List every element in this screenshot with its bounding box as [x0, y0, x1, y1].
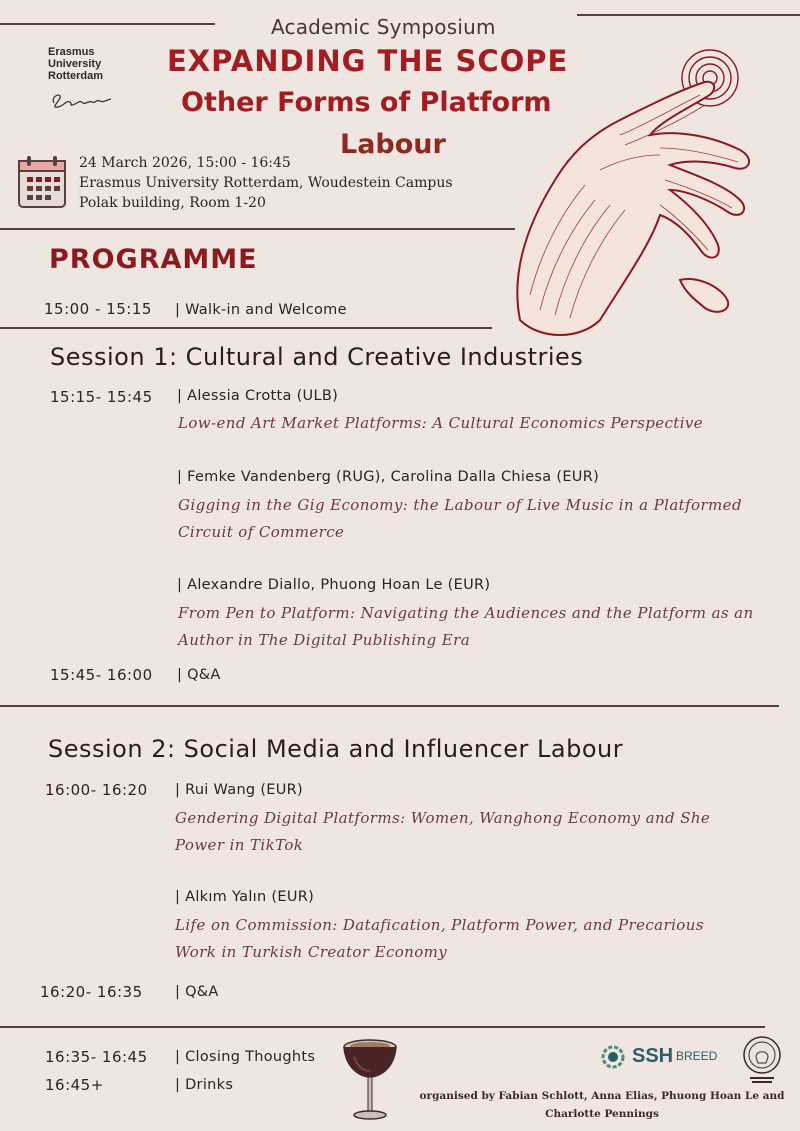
s1-talk3-title	[178, 600, 754, 654]
session-2-time: 16:00- 16:20	[45, 781, 148, 799]
university-logo	[48, 46, 103, 82]
title-line-2: Other Forms of Platform	[181, 87, 552, 118]
title-line-1: EXPANDING THE SCOPE	[167, 44, 569, 78]
ssh-breed-logo	[598, 1041, 733, 1075]
welcome-label: | Walk-in and Welcome	[175, 302, 347, 318]
s2-talk2-title-line2: Work in Turkish Creator Economy	[175, 943, 448, 961]
s1-talk1-title-line1: Low-end Art Market Platforms: A Cultural Economics Perspective	[178, 414, 704, 432]
drinks-label: | Drinks	[175, 1077, 234, 1093]
programme-heading: PROGRAMME	[49, 244, 258, 275]
gear-icon	[598, 1042, 628, 1072]
event-info	[79, 153, 453, 213]
cocktail-glass-icon	[340, 1035, 400, 1125]
divider-welcome	[0, 327, 492, 329]
ssh-logo-suffix: BREED	[676, 1049, 718, 1063]
calendar-icon	[17, 155, 67, 210]
s1-talk2-title-line1: Gigging in the Gig Economy: the Labour of Live Music in a Platformed	[178, 496, 742, 514]
s2-talk2-title	[175, 912, 704, 966]
ssh-logo-text: SSH	[632, 1045, 674, 1067]
erasmus-signature	[48, 88, 118, 112]
closing-time: 16:35- 16:45	[45, 1048, 148, 1066]
session-1-qa-time: 15:45- 16:00	[50, 666, 153, 684]
session-2-title: Session 2: Social Media and Influencer Labour	[48, 735, 624, 763]
event-subtitle: Academic Symposium	[271, 15, 496, 39]
seal-logo	[740, 1035, 784, 1085]
event-room: Polak building, Room 1-20	[79, 195, 266, 211]
hand-illustration	[500, 40, 790, 340]
s2-talk2-speaker: | Alkım Yalın (EUR)	[175, 889, 315, 905]
s2-talk1-title-line2: Power in TikTok	[175, 836, 304, 854]
s1-talk2-title-line2: Circuit of Commerce	[178, 523, 345, 541]
s2-talk2-title-line1: Life on Commission: Datafication, Platform Power, and Precarious	[175, 916, 704, 934]
session-1-qa-label: | Q&A	[177, 667, 221, 683]
s1-talk3-speaker: | Alexandre Diallo, Phuong Hoan Le (EUR)	[177, 577, 491, 593]
s1-talk2-title	[178, 492, 742, 546]
logo-line-1: Erasmus	[48, 46, 95, 58]
divider-session1	[0, 705, 779, 707]
drinks-time: 16:45+	[45, 1076, 104, 1094]
header-rule-right	[577, 14, 800, 16]
session-1-time: 15:15- 15:45	[50, 388, 153, 406]
session-1-title: Session 1: Cultural and Creative Industries	[50, 343, 584, 371]
s1-talk1-speaker: | Alessia Crotta (ULB)	[177, 388, 339, 404]
event-venue: Erasmus University Rotterdam, Woudestein Campus	[79, 175, 453, 191]
header-rule-left	[0, 23, 215, 25]
s1-talk3-title-line1: From Pen to Platform: Navigating the Audiences and the Platform as an	[178, 604, 754, 622]
session-2-qa-time: 16:20- 16:35	[40, 983, 143, 1001]
logo-line-3: Rotterdam	[48, 70, 104, 82]
organisers-line-2: Charlotte Pennings	[545, 1108, 659, 1120]
s2-talk1-title	[175, 805, 710, 859]
closing-label: | Closing Thoughts	[175, 1049, 316, 1065]
s2-talk1-speaker: | Rui Wang (EUR)	[175, 782, 304, 798]
welcome-time: 15:00 - 15:15	[44, 300, 152, 318]
title-line-3: Labour	[340, 129, 446, 160]
session-2-qa-label: | Q&A	[175, 984, 219, 1000]
s1-talk1-title	[178, 410, 703, 437]
s1-talk3-title-line2: Author in The Digital Publishing Era	[178, 631, 471, 649]
logo-line-2: University	[48, 58, 102, 70]
divider-info	[0, 228, 515, 230]
divider-session2	[0, 1026, 765, 1028]
s2-talk1-title-line1: Gendering Digital Platforms: Women, Wanghong Economy and She	[175, 809, 711, 827]
event-date-time: 24 March 2026, 15:00 - 16:45	[79, 155, 291, 171]
organisers-line-1: organised by Fabian Schlott, Anna Elias, Phuong Hoan Le and	[419, 1090, 785, 1102]
s1-talk2-speaker: | Femke Vandenberg (RUG), Carolina Dalla Chiesa (EUR)	[177, 469, 600, 485]
organisers	[412, 1087, 792, 1123]
